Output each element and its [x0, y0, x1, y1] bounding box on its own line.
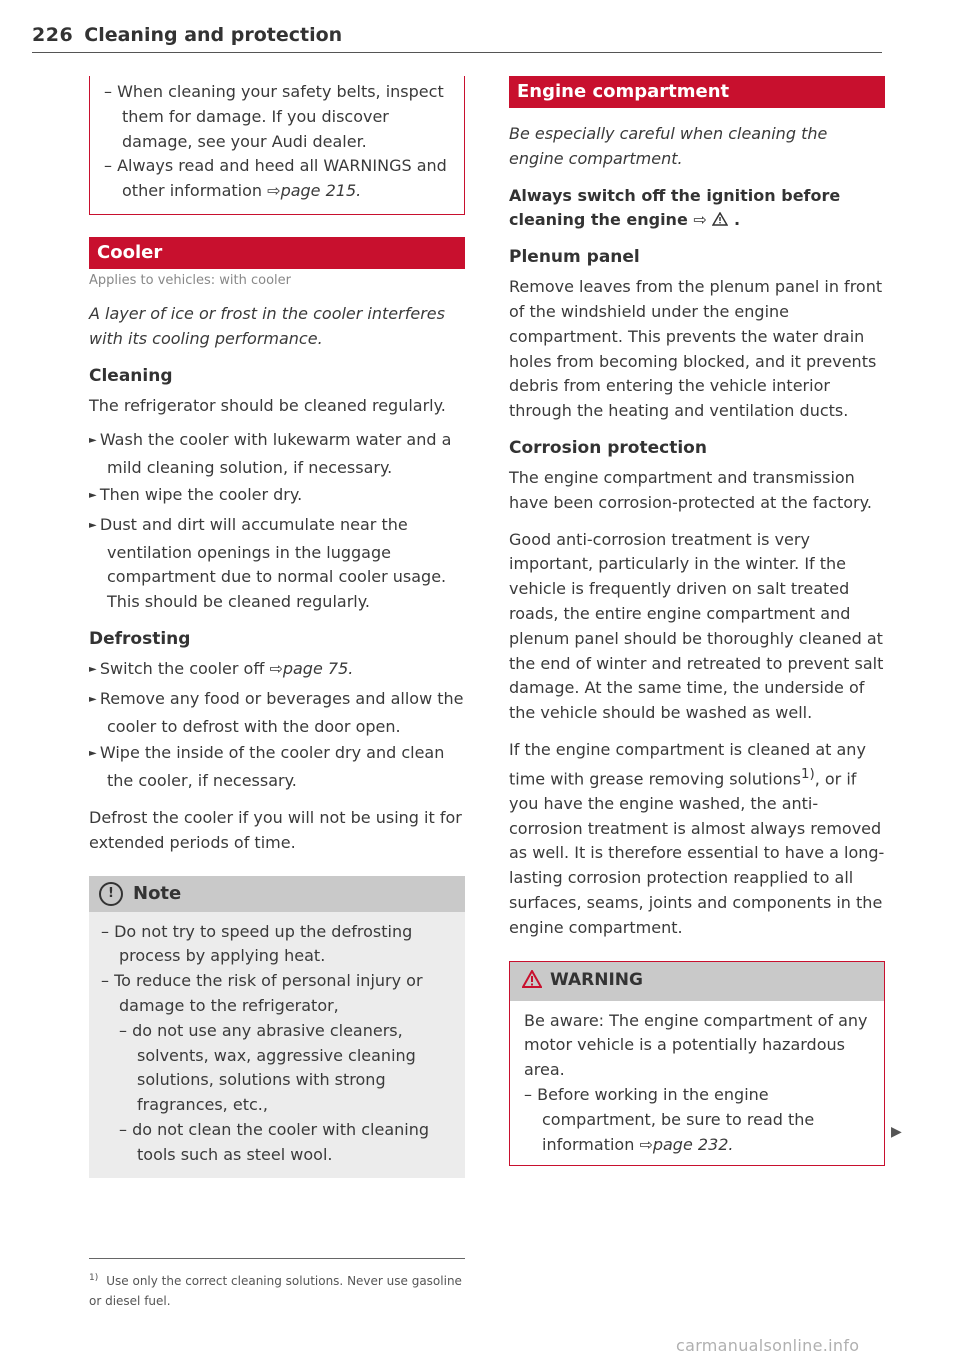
plenum-text: Remove leaves from the plenum panel in front of the windshield under the engine compartment. This prevents the water drain holes from becoming blocked, and it prevents debris from entering the vehicle interior through the heating and ventilation ducts. — [509, 277, 883, 421]
list-item: – do not clean the cooler with cleaning tools such as steel wool. — [119, 1118, 453, 1168]
list-item: – Always read and heed all WARNINGS and other information ⇨page 215. — [104, 154, 450, 204]
watermark: carmanualsonline.info — [676, 1336, 860, 1355]
footnote-ref[interactable]: 1) — [801, 766, 815, 782]
list-item: – Before working in the engine compartment, be sure to read the information ⇨page 232. — [524, 1083, 870, 1157]
defrosting-steps — [89, 657, 465, 794]
note-body — [89, 912, 465, 1168]
warning-list — [524, 1083, 870, 1157]
cleaning-text: The refrigerator should be cleaned regularly. — [89, 395, 446, 415]
list-item: – do not use any abrasive cleaners, solvents, wax, aggressive cleaning solutions, solutions with strong fragrances, etc., — [119, 1019, 453, 1118]
cooler-intro: A layer of ice or frost in the cooler interferes with its cooling performance. — [89, 303, 445, 348]
page-number: 226 — [32, 24, 74, 46]
cleaning-steps — [89, 428, 465, 615]
list-item: ► Wash the cooler with lukewarm water and a mild cleaning solution, if necessary. — [89, 428, 465, 481]
warning-text: Be aware: The engine compartment of any motor vehicle is a potentially hazardous area. — [524, 1010, 868, 1080]
note-header — [89, 876, 465, 912]
footnote-marker: 1) — [89, 1273, 99, 1283]
continued-list-box — [89, 76, 465, 215]
defrost-text: Defrost the cooler if you will not be using it for extended periods of time. — [89, 807, 462, 852]
page-link[interactable]: ⇨ — [693, 210, 707, 230]
cooler-heading: Cooler — [89, 237, 465, 269]
footnote-rule — [89, 1258, 465, 1259]
continue-arrow-icon: ▶ — [891, 1124, 902, 1140]
warning-title: WARNING — [550, 969, 643, 990]
note-sublist — [119, 1019, 453, 1168]
list-item: – When cleaning your safety belts, inspect them for damage. If you discover damage, see your Audi dealer. — [104, 80, 450, 154]
footnote-text: Use only the correct cleaning solutions. Never use gasoline or diesel fuel. — [89, 1274, 462, 1308]
warning-header — [510, 962, 884, 1001]
left-column — [89, 76, 465, 1178]
defrosting-heading: Defrosting — [89, 628, 191, 649]
engine-intro: Be especially careful when cleaning the engine compartment. — [509, 124, 828, 168]
section-title: Cleaning and protection — [84, 24, 343, 46]
list-item: ► Wipe the inside of the cooler dry and clean the cooler, if necessary. — [89, 741, 465, 794]
header-rule — [32, 52, 882, 53]
list-item: ► Then wipe the cooler dry. — [89, 483, 465, 511]
list-item: – To reduce the risk of personal injury or damage to the refrigerator, – do not use any abrasive cleaners, solvents, wax, aggressive cleaning solutions, solutions with strong fragrances, etc., – do not clean the cooler with cleaning tools such as steel wool. — [101, 969, 453, 1167]
corrosion-paragraph: The engine compartment and transmission have been corrosion-protected at the factory. — [509, 467, 872, 512]
footnote — [89, 1268, 465, 1311]
engine-compartment-heading: Engine compartment — [509, 76, 885, 108]
corrosion-paragraph: Good anti-corrosion treatment is very important, particularly in the winter. If the vehicle is frequently driven on salt treated roads, the entire engine compartment and plenum panel should be thoroughly cleaned at the end of winter and retreated to prevent salt damage. At the same time, the underside of the vehicle should be washed as well. — [509, 529, 884, 723]
plenum-heading: Plenum panel — [509, 247, 640, 268]
list-item: ► Switch the cooler off ⇨page 75. — [89, 657, 465, 685]
warning-triangle-icon — [712, 210, 734, 229]
list-item: ► Remove any food or beverages and allow the cooler to defrost with the door open. — [89, 687, 465, 740]
corrosion-paragraph: If the engine compartment is cleaned at any time with grease removing solutions$^{1)}$, or if you have the engine washed, the anti-corrosion treatment is almost always removed as well. It is therefore essential to have a long-lasting corrosion protection reapplied to all surfaces, seams, joints and components in the engine compartment. — [509, 739, 885, 937]
applies-to-text: Applies to vehicles: with cooler — [89, 272, 292, 288]
list-item: ► Dust and dirt will accumulate near the ventilation openings in the luggage compartment due to normal cooler usage. This should be cleaned regularly. — [89, 513, 465, 615]
corrosion-heading: Corrosion protection — [509, 437, 707, 458]
warning-box — [509, 961, 885, 1167]
warning-triangle-icon — [522, 970, 542, 993]
right-column — [509, 76, 885, 1166]
note-list — [101, 920, 453, 1168]
page-link[interactable]: ⇨page 232. — [639, 1134, 734, 1154]
page-link[interactable]: ⇨page 75. — [269, 658, 354, 678]
page-header — [32, 24, 882, 52]
ignition-instruction: Always switch off the ignition before cleaning the engine ⇨ . — [509, 185, 841, 230]
exclamation-icon: ! — [99, 882, 123, 906]
note-title: Note — [133, 882, 182, 904]
cleaning-heading: Cleaning — [89, 365, 173, 386]
list-item: – Do not try to speed up the defrosting process by applying heat. — [101, 920, 453, 970]
note-box — [89, 876, 465, 1178]
warning-body — [510, 1001, 884, 1158]
page-link[interactable]: ⇨page 215. — [267, 181, 362, 201]
continued-list — [104, 80, 450, 204]
